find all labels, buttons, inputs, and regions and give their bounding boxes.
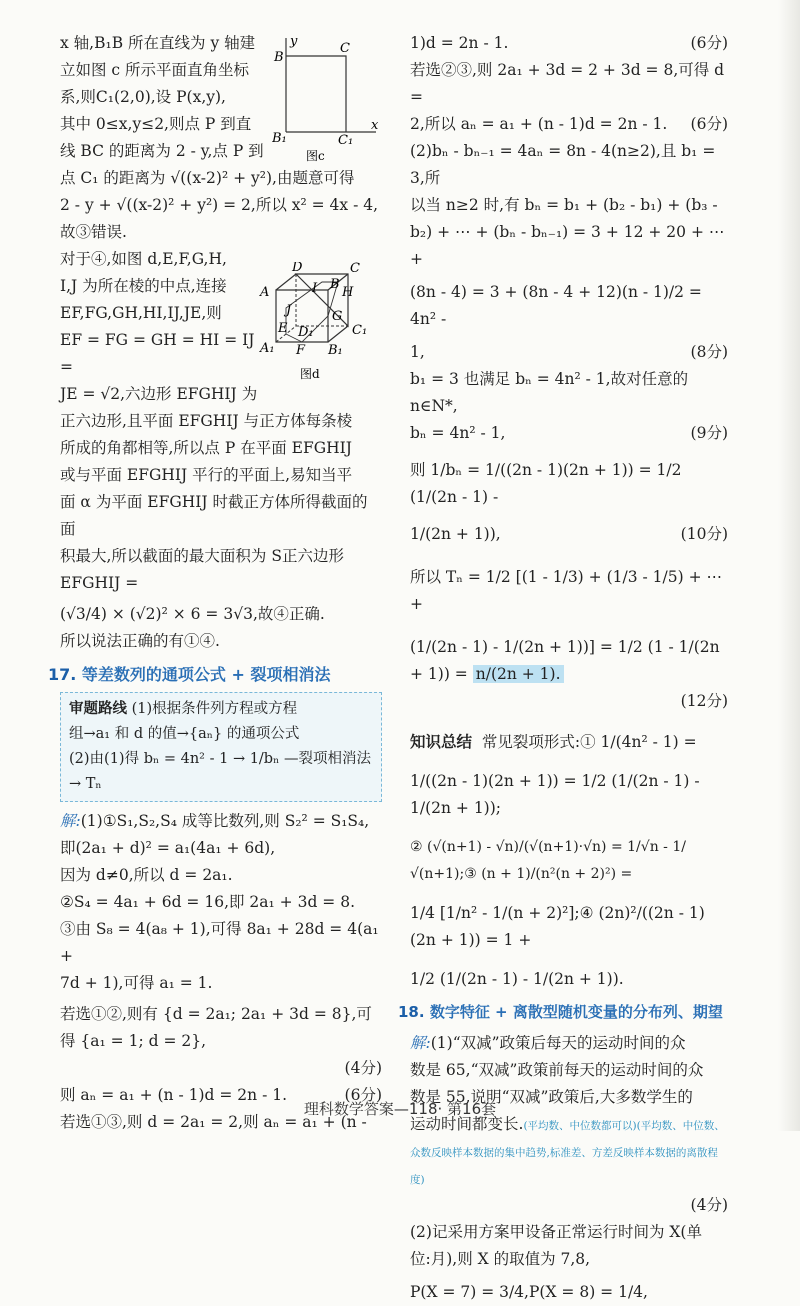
- points: (10分): [680, 525, 728, 543]
- text-span: (1/(2n - 1) - 1/(2n + 1))] = 1/2 (1 - 1/(2n + 1)) =: [410, 638, 720, 683]
- label-C1: C₁: [338, 133, 354, 148]
- text-line: JE = √2,六边形 EFGHIJ 为: [60, 385, 258, 403]
- text-line: ③由 S₈ = 4(a₈ + 1),可得 8a₁ + 28d = 4(a₁ +: [60, 920, 379, 965]
- text-line: 即(2a₁ + d)² = a₁(4a₁ + 6d),: [60, 839, 276, 857]
- label-B1: B₁: [328, 343, 343, 358]
- solution-label: 解:: [60, 812, 81, 830]
- text-line: 2 - y + √((x-2)² + y²) = 2,所以 x² = 4x - 4,: [60, 196, 379, 214]
- label-B: B: [330, 277, 340, 292]
- text-line: 1/4 [1/n² - 1/(n + 2)²];④ (2n)²/((2n - 1)(2n + 1)) = 1 +: [410, 904, 705, 949]
- box-line: (2)由(1)得 bₙ = 4n² - 1 → 1/bₙ —裂项相消法→ Tₙ: [69, 751, 371, 792]
- page-footer: 理科数学答案—118· 第16套: [303, 1100, 497, 1118]
- q17-heading: [48, 661, 382, 688]
- label-I: I: [312, 281, 318, 296]
- text-line: 所以 Tₙ = 1/2 [(1 - 1/3) + (1/3 - 1/5) + ⋯ +: [410, 568, 722, 613]
- page-edge-shadow: [778, 0, 800, 1131]
- label-D1: D₁: [298, 325, 314, 340]
- text-span: (1)“双减”政策后每天的运动时间的众: [430, 1034, 686, 1052]
- text-line: (2)bₙ - bₙ₋₁ = 4aₙ = 8n - 4(n≥2),且 b₁ = 3,所: [410, 142, 716, 187]
- label-F: F: [296, 343, 306, 358]
- text-line: [410, 729, 728, 756]
- text-line: [410, 30, 728, 57]
- q18-heading: [398, 999, 728, 1026]
- text-line: 7d + 1),可得 a₁ = 1.: [60, 974, 213, 992]
- label-D: D: [292, 262, 303, 275]
- text-line: EF,FG,GH,HI,IJ,JE,则: [60, 304, 222, 322]
- text-line: 面 α 为平面 EFGHIJ 时截正方体所得截面的面: [60, 493, 368, 538]
- text-line: 点 C₁ 的距离为 √((x-2)² + y²),由题意可得: [60, 169, 355, 187]
- text-line: 1/2 (1/(2n - 1) - 1/(2n + 1)).: [410, 970, 624, 988]
- text-line: ②S₄ = 4a₁ + 6d = 16,即 2a₁ + 3d = 8.: [60, 893, 355, 911]
- text-line: (2)记采用方案甲设备正常运行时间为 X(单: [410, 1223, 702, 1241]
- q18-title: 数字特征 + 离散型随机变量的分布列、期望: [429, 1003, 723, 1021]
- label-y: y: [290, 34, 298, 49]
- solution-label: 解:: [410, 1034, 431, 1052]
- text-line: ② (√(n+1) - √n)/(√(n+1)·√n) = 1/√n - 1/√(n+1);③ (n + 1)/(n²(n + 2)²) =: [410, 839, 686, 882]
- highlighted-result: n/(2n + 1).: [473, 665, 564, 683]
- text-line: b₁ = 3 也满足 bₙ = 4n² - 1,故对任意的 n∈N*,: [410, 370, 689, 415]
- text-span: 运动时间都变长.: [410, 1115, 524, 1133]
- text-line: (8n - 4) = 3 + (8n - 4 + 12)(n - 1)/2 = 4n² -: [410, 283, 702, 328]
- text-line: b₂) + ⋯ + (bₙ - bₙ₋₁) = 3 + 12 + 20 + ⋯ +: [410, 223, 725, 268]
- points: (9分): [690, 424, 728, 442]
- text-line: (√3/4) × (√2)² × 6 = 3√3,故④正确.: [60, 605, 325, 623]
- text-span: (1)①S₁,S₂,S₄ 成等比数列,则 S₂² = S₁S₄,: [80, 812, 370, 830]
- cube-edge: [328, 326, 348, 342]
- points: (6分): [690, 115, 728, 133]
- text-line: 立如图 c 所示平面直角坐标: [60, 61, 250, 79]
- text-line: 积最大,所以截面的最大面积为 S正六边形EFGHIJ =: [60, 547, 344, 592]
- text-line: 若选②③,则 2a₁ + 3d = 2 + 3d = 8,可得 d =: [410, 61, 725, 106]
- label-C: C: [350, 262, 360, 276]
- text-line: 其中 0≤x,y≤2,则点 P 到直: [60, 115, 252, 133]
- text-line: 所以说法正确的有①④.: [60, 632, 220, 650]
- text-line: [410, 688, 728, 715]
- text-line: P(X = 7) = 3/4,P(X = 8) = 1/4,: [410, 1283, 648, 1301]
- text-line: [410, 1030, 728, 1057]
- q18-number: 18.: [398, 1003, 425, 1021]
- points: (4分): [344, 1059, 382, 1077]
- text-line: [410, 420, 728, 447]
- label-J: J: [286, 303, 292, 318]
- text-line: 若选①③,则 d = 2a₁ = 2,则 aₙ = a₁ + (n -: [60, 1113, 367, 1131]
- label-B1: B₁: [272, 131, 287, 146]
- figure-c: [272, 34, 382, 164]
- text-line: [410, 1111, 728, 1192]
- q17-title: 等差数列的通项公式 + 裂项相消法: [81, 665, 331, 684]
- text-line: 因为 d≠0,所以 d = 2a₁.: [60, 866, 233, 884]
- points: (4分): [690, 1196, 728, 1214]
- text-span: 2,所以 aₙ = a₁ + (n - 1)d = 2n - 1.: [410, 115, 668, 133]
- text-line: [410, 521, 728, 548]
- text-line: 正六边形,且平面 EFGHIJ 与正方体每条棱: [60, 412, 353, 430]
- label-H: H: [342, 285, 354, 300]
- text-span: bₙ = 4n² - 1,: [410, 424, 506, 442]
- text-line: 1/((2n - 1)(2n + 1)) = 1/2 (1/(2n - 1) - 1/(2n + 1));: [410, 772, 700, 817]
- text-span: 1)d = 2n - 1.: [410, 34, 509, 52]
- text-line: 故③错误.: [60, 223, 127, 241]
- figure-d: [256, 262, 381, 402]
- text-line: 系,则C₁(2,0),设 P(x,y),: [60, 88, 226, 106]
- box-title: 审题路线: [69, 701, 127, 717]
- margin-note: (平均数、中位数都可以)(平均数、中位数、众数反映样本数据的集中趋势,标准差、方差反映样本数据的离散程度): [410, 1120, 725, 1186]
- text-line: [410, 339, 728, 366]
- points: (8分): [690, 343, 728, 361]
- label-B: B: [274, 50, 284, 65]
- label-x: x: [371, 118, 379, 133]
- text-line: [60, 1055, 382, 1082]
- box-line: (1)根据条件列方程或方程: [131, 701, 298, 717]
- points: (12分): [680, 692, 728, 710]
- figure-d-caption: 图d: [300, 367, 320, 381]
- text-line: EF = FG = GH = HI = IJ =: [60, 331, 255, 376]
- label-A1: A₁: [260, 341, 275, 356]
- analysis-box: [60, 692, 382, 802]
- text-line: 位:月),则 X 的取值为 7,8,: [410, 1250, 591, 1268]
- label-C: C: [340, 41, 350, 56]
- text-line: [410, 634, 728, 688]
- text-line: 对于④,如图 d,E,F,G,H,: [60, 250, 227, 268]
- text-span: 常见裂项形式:① 1/(4n² - 1) =: [481, 733, 697, 751]
- square-outline: [286, 56, 346, 132]
- text-line: 或与平面 EFGHIJ 平行的平面上,易知当平: [60, 466, 353, 484]
- text-line: [410, 1192, 728, 1219]
- text-span: 1,: [410, 343, 425, 361]
- text-line: 数是 65,“双减”政策前每天的运动时间的众: [410, 1061, 704, 1079]
- points: (6分): [344, 1086, 382, 1104]
- text-span: 1/(2n + 1)),: [410, 525, 501, 543]
- text-line: 数是 55,说明“双减”政策后,大多数学生的: [410, 1088, 693, 1106]
- text-line: I,J 为所在棱的中点,连接: [60, 277, 227, 295]
- text-line: 所成的角都相等,所以点 P 在平面 EFGHIJ: [60, 439, 352, 457]
- text-line: [60, 808, 382, 835]
- text-line: x 轴,B₁B 所在直线为 y 轴建: [60, 34, 256, 52]
- cube-edge: [276, 274, 296, 290]
- summary-label: 知识总结: [410, 733, 473, 751]
- text-line: 线 BC 的距离为 2 - y,点 P 到: [60, 142, 264, 160]
- left-column: [48, 30, 382, 1136]
- label-C1: C₁: [352, 323, 368, 338]
- label-G: G: [332, 309, 343, 324]
- label-A: A: [260, 285, 270, 300]
- q17-number: 17.: [48, 665, 77, 684]
- text-span: 则 aₙ = a₁ + (n - 1)d = 2n - 1.: [60, 1086, 288, 1104]
- text-line: 以当 n≥2 时,有 bₙ = b₁ + (b₂ - b₁) + (b₃ -: [410, 196, 718, 214]
- points: (6分): [690, 34, 728, 52]
- figure-c-caption: 图c: [306, 149, 325, 163]
- text-line: [410, 111, 728, 138]
- text-line: 则 1/bₙ = 1/((2n - 1)(2n + 1)) = 1/2 (1/(2n - 1) -: [410, 461, 682, 506]
- label-E: E: [278, 321, 288, 336]
- box-line: 组→a₁ 和 d 的值→{aₙ} 的通项公式: [69, 726, 300, 742]
- text-line: 若选①②,则有 {d = 2a₁; 2a₁ + 3d = 8},可得 {a₁ = 1; d = 2},: [60, 1005, 372, 1050]
